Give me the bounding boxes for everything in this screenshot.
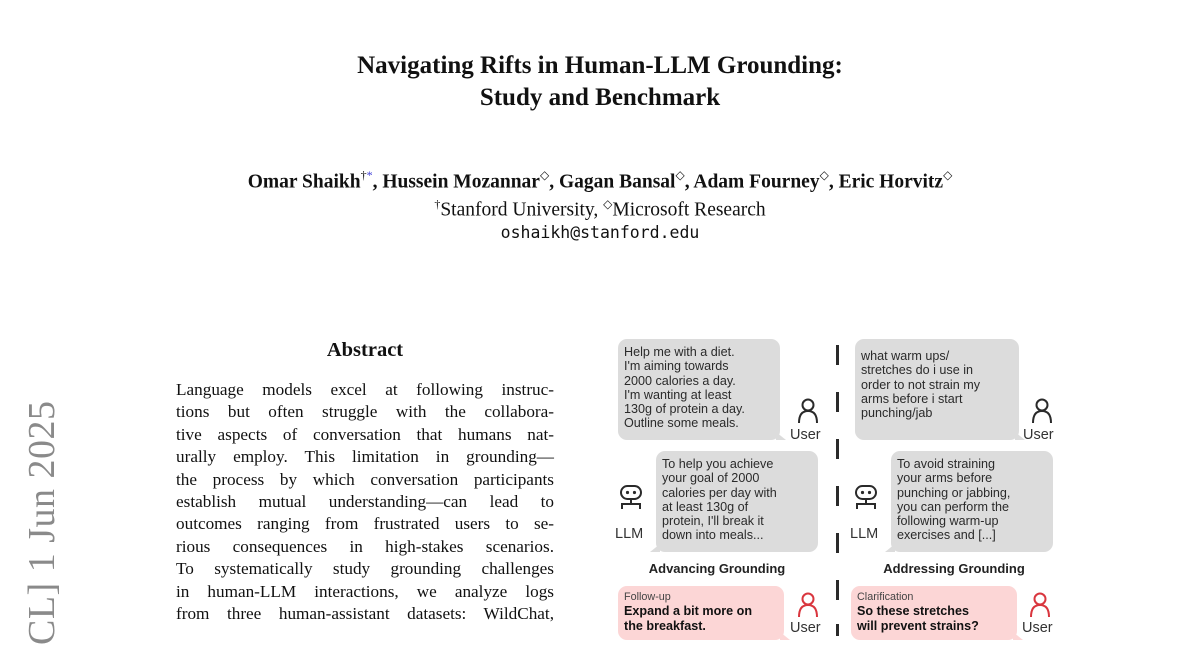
message-line: Outline some meals.	[624, 416, 739, 431]
arxiv-stamp: CL] 1 Jun 2025	[21, 400, 63, 645]
message-line: Expand a bit more on	[624, 604, 753, 618]
message-line: the breakfast.	[624, 618, 706, 633]
abstract-line: in human-LLM interactions, we analyze logs	[176, 581, 554, 601]
message-line: order to not strain my	[861, 377, 980, 392]
paper-title-line-1: Navigating Rifts in Human-LLM Grounding:	[357, 52, 843, 79]
message-line: To help you achieve	[662, 457, 774, 471]
author-separator: ,	[684, 171, 694, 193]
affiliation-mark: †	[434, 197, 441, 211]
author-affiliation-mark: ◇	[539, 168, 550, 182]
user-label: User	[790, 620, 821, 636]
divider-dash	[836, 345, 839, 365]
llm-label: LLM	[615, 526, 644, 542]
message-line: arms before i start	[861, 391, 963, 406]
user-alert-icon	[1029, 592, 1051, 618]
divider-dash	[836, 392, 839, 412]
message-line: protein, I'll break it	[662, 514, 764, 529]
message-line: at least 130g of	[662, 499, 749, 514]
author-name: Eric Horvitz	[838, 171, 944, 193]
paper-title-line-2: Study and Benchmark	[479, 84, 721, 111]
contact-email[interactable]: oshaikh@stanford.edu	[500, 223, 700, 242]
message-line: punching/jab	[861, 406, 933, 421]
message-line: stretches do i use in	[861, 363, 974, 378]
user-label: User	[1023, 427, 1054, 443]
abstract-line: tions but often struggle with the collabora-	[176, 402, 554, 422]
user-label: User	[790, 427, 821, 443]
message-line: I'm aiming towards	[624, 359, 729, 374]
message-line: 130g of protein a day.	[624, 402, 745, 417]
message-line: To avoid straining	[897, 457, 996, 471]
message-line: I'm wanting at least	[624, 387, 732, 402]
message-line: punching or jabbing,	[897, 485, 1011, 500]
paper-title	[0, 50, 1200, 114]
robot-icon	[853, 484, 879, 510]
followup-kind-label: Clarification	[857, 591, 914, 603]
affiliation-mark: ◇	[603, 197, 613, 211]
author-affiliation-mark: ◇	[943, 168, 953, 182]
divider-dash	[836, 439, 839, 459]
divider-dash	[836, 580, 839, 600]
message-line: following warm-up	[897, 514, 999, 529]
caption-addressing-grounding: Addressing Grounding	[883, 561, 1025, 576]
message-line: your goal of 2000	[662, 471, 760, 486]
divider-dash	[836, 624, 839, 636]
followup-kind-label: Follow-up	[624, 591, 671, 603]
user-icon	[797, 398, 819, 424]
caption-advancing-grounding: Advancing Grounding	[648, 561, 786, 576]
user-message-bubble	[618, 339, 780, 440]
abstract-line: rious consequences in high-stakes scenarios.	[176, 536, 554, 556]
abstract-line: outcomes ranging from frustrated users to se-	[176, 514, 554, 534]
author-affiliation-mark: †	[360, 168, 367, 182]
author-separator: ,	[549, 171, 559, 193]
author-name: Gagan Bansal	[558, 171, 676, 193]
message-line: So these stretches	[857, 604, 969, 618]
user-icon	[1031, 398, 1053, 424]
message-line: what warm ups/	[861, 349, 950, 363]
abstract-body	[176, 379, 554, 625]
abstract-heading: Abstract	[326, 339, 404, 361]
message-line: down into meals...	[662, 528, 764, 543]
abstract-line: urally employ. This limitation in grounding—	[176, 447, 554, 467]
robot-icon	[618, 484, 644, 510]
affiliation-name: Stanford University	[440, 199, 594, 221]
llm-label: LLM	[850, 526, 879, 542]
user-alert-icon	[797, 592, 819, 618]
message-line: Help me with a diet.	[624, 345, 735, 359]
abstract-line: establish mutual understanding—can lead to	[176, 492, 554, 512]
message-line: your arms before	[897, 471, 993, 486]
message-line: calories per day with	[662, 485, 777, 500]
footnote-link[interactable]: *	[366, 168, 373, 182]
affiliations	[0, 191, 1200, 224]
author-separator: ,	[372, 171, 383, 193]
followup-message-bubble	[618, 586, 784, 640]
clarification-message-bubble	[851, 586, 1017, 640]
author-affiliation-mark: ◇	[675, 168, 685, 182]
message-line: you can perform the	[897, 499, 1010, 514]
author-separator: ,	[828, 171, 839, 193]
abstract-line: from three human-assistant datasets: WildChat,	[176, 604, 554, 624]
author-name: Omar Shaikh	[247, 171, 361, 193]
author-name: Hussein Mozannar	[382, 171, 540, 193]
llm-message-bubble	[656, 451, 818, 552]
author-name: Adam Fourney	[693, 171, 820, 193]
affiliation-separator: ,	[593, 199, 604, 221]
message-line: exercises and [...]	[897, 528, 996, 543]
user-message-bubble	[855, 339, 1019, 440]
affiliation-name: Microsoft Research	[612, 199, 766, 221]
llm-message-bubble	[891, 451, 1053, 552]
abstract-line: the process by which conversation participants	[176, 469, 554, 489]
message-line: 2000 calories a day.	[624, 373, 736, 388]
author-affiliation-mark: ◇	[819, 168, 829, 182]
abstract-line: tive aspects of conversation that humans nat-	[176, 424, 554, 444]
user-label: User	[1022, 620, 1053, 636]
abstract-line: To systematically study grounding challenges	[176, 559, 554, 579]
divider-dash	[836, 486, 839, 506]
divider-dash	[836, 533, 839, 553]
abstract-line: Language models excel at following instruc-	[176, 380, 554, 399]
message-line: will prevent strains?	[857, 618, 979, 633]
